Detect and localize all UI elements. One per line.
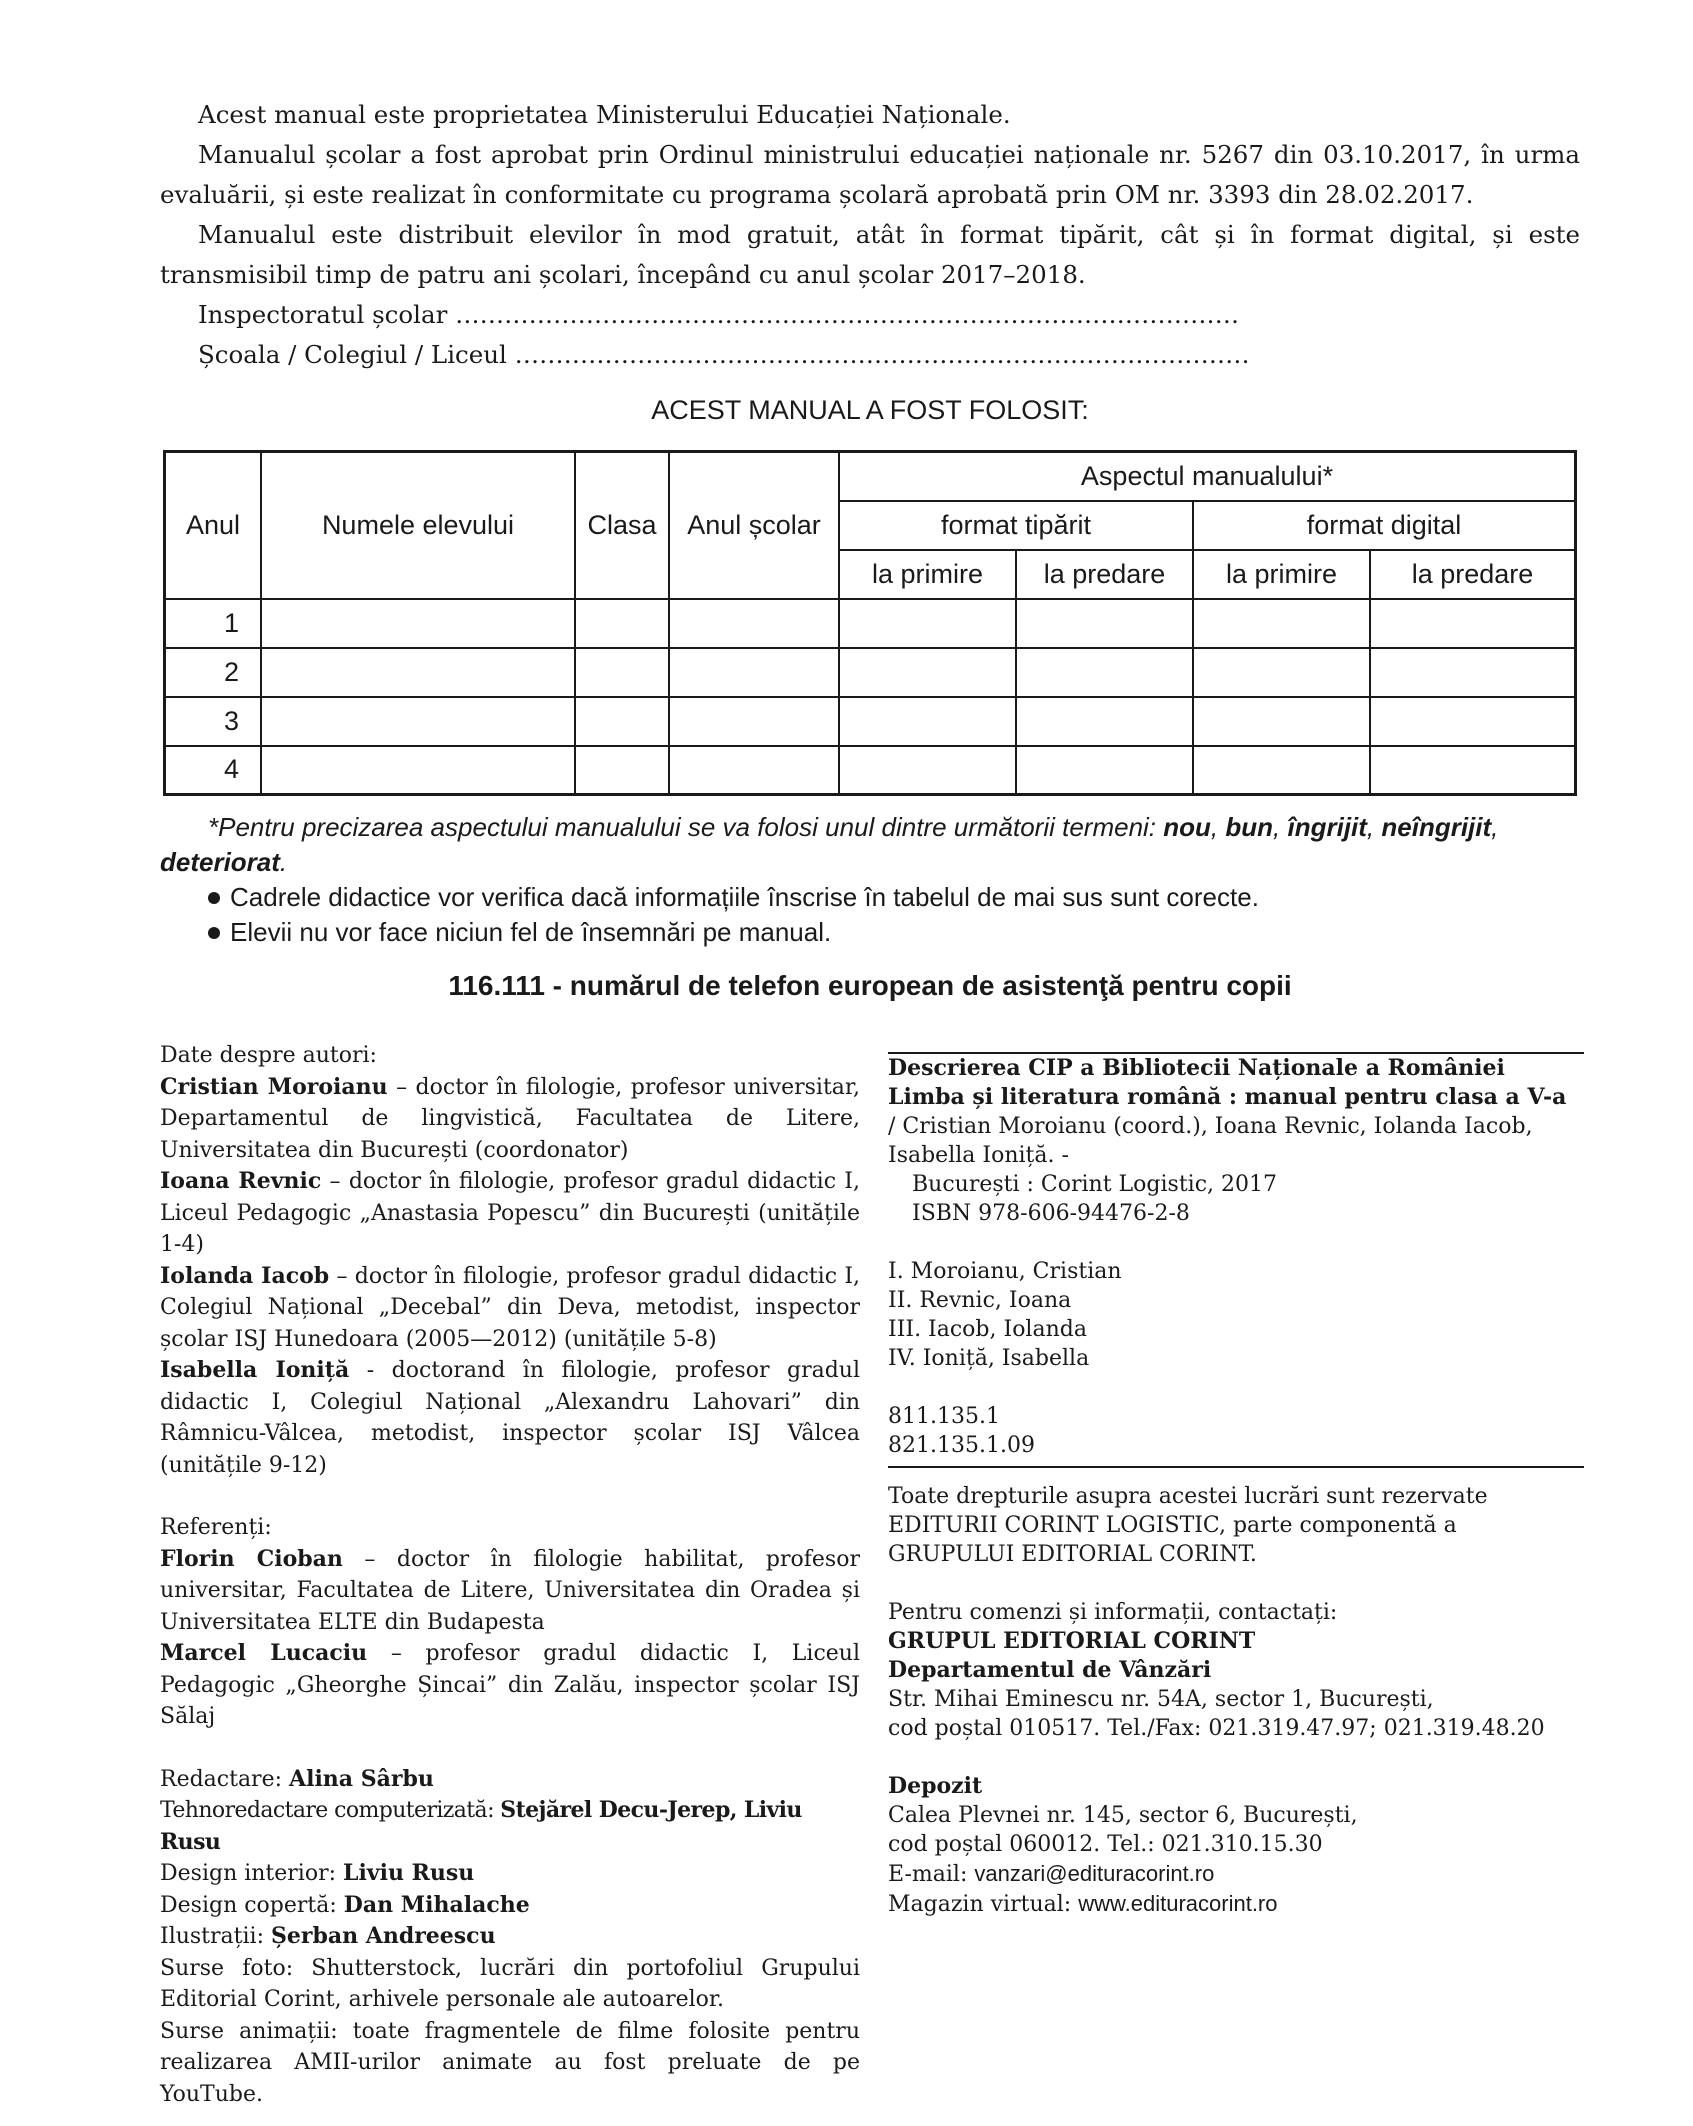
cell-empty xyxy=(1016,648,1193,697)
credits-column xyxy=(160,1040,860,2110)
aspect-footnote: *Pentru precizarea aspectului manualului se va folosi unul dintre următorii termeni: nou, bun, îngrijit, neîngrijit, deteriorat. xyxy=(160,812,1499,877)
spacer xyxy=(888,1228,1584,1257)
address-line: cod poștal 010517. Tel./Fax: 021.319.47.97; 021.319.48.20 xyxy=(888,1716,1545,1741)
footnote-text: *Pentru precizarea aspectului manualului se va folosi unul dintre următorii termeni: xyxy=(208,812,1164,842)
shop-link[interactable]: www.edituracorint.ro xyxy=(1078,1891,1278,1916)
cell-empty xyxy=(1193,599,1370,648)
scoala-fill: ……………………………………………………………………………… xyxy=(514,340,1250,369)
distribution-statement: Manualul este distribuit elevilor în mod gratuit, atât în format tipărit, cât și în format digital, și este transmisibil timp de patru ani școlari, începând cu anul școlar 2017–2018. xyxy=(160,220,1580,289)
usage-table-title: ACEST MANUAL A FOST FOLOSIT: xyxy=(651,395,1089,425)
notes-section xyxy=(160,810,1580,950)
publisher-group: GRUPUL EDITORIAL CORINT xyxy=(888,1628,1256,1654)
col-nume: Numele elevului xyxy=(261,452,575,599)
cell-empty xyxy=(261,599,575,648)
cell-empty xyxy=(261,697,575,746)
spacer xyxy=(888,1373,1584,1402)
cell-empty xyxy=(575,746,669,795)
cip-index-entry: IV. Ioniță, Isabella xyxy=(888,1346,1090,1371)
author-entry xyxy=(160,1261,860,1356)
row-year: 4 xyxy=(165,746,262,795)
col-tiparit-la-primire: la primire xyxy=(839,550,1016,599)
term-ingrijit: îngrijit xyxy=(1287,812,1367,842)
col-anul: Anul xyxy=(165,452,262,599)
author-description: – doctor în filologie, profesor gradul didactic I, Liceul Pedagogic „Anastasia Popescu” din București (unitățile 1-4) xyxy=(160,1169,860,1257)
referee-entry xyxy=(160,1638,860,1733)
bullet-item xyxy=(160,915,1580,950)
credit-name: Liviu Rusu xyxy=(343,1860,475,1886)
bullet-text: Elevii nu vor face niciun fel de însemnări pe manual. xyxy=(230,917,832,947)
spacer xyxy=(160,1481,860,1512)
referee-description: – doctor în filologie habilitat, profesor universitar, Facultatea de Litere, Universitatea din Oradea și Universitatea ELTE din Budapesta xyxy=(160,1546,860,1635)
author-name: Ioana Revnic xyxy=(160,1168,322,1194)
email-label: E-mail: xyxy=(888,1862,975,1887)
author-entry xyxy=(160,1072,860,1167)
inspectorat-fill: …………………………………………………………………………………… xyxy=(455,300,1240,329)
credit-label: Design copertă: xyxy=(160,1892,344,1918)
approval-statement: Manualul școlar a fost aprobat prin Ordinul ministrului educației naționale nr. 5267 din 03.10.2017, în urma evaluării, și este realizat în conformitate cu programa școlară aprobată prin OM nr. 3393 din 28.02.2017. xyxy=(160,140,1580,209)
author-name: Iolanda Iacob xyxy=(160,1262,330,1289)
publication-info-column xyxy=(888,1040,1584,1919)
cell-empty xyxy=(1370,746,1576,795)
term-bun: bun xyxy=(1225,812,1274,842)
cip-publisher: București : Corint Logistic, 2017 xyxy=(912,1172,1277,1197)
scoala-label: Școala / Colegiul / Liceul xyxy=(198,340,507,369)
depot-line: Calea Plevnei nr. 145, sector 6, București, xyxy=(888,1803,1358,1828)
cell-empty xyxy=(1193,648,1370,697)
col-digital-la-primire: la primire xyxy=(1193,550,1370,599)
credit-label: Design interior: xyxy=(160,1861,344,1886)
cell-empty xyxy=(575,599,669,648)
referees-heading: Referenți: xyxy=(160,1515,272,1540)
authors-heading: Date despre autori: xyxy=(160,1043,377,1068)
rights-statement: Toate drepturile asupra acestei lucrări sunt rezervate EDITURII CORINT LOGISTIC, parte componentă a GRUPULUI EDITORIAL CORINT. xyxy=(888,1484,1488,1567)
ownership-statement: Acest manual este proprietatea Ministerului Educației Naționale. xyxy=(198,100,1011,129)
col-aspect: Aspectul manualului* xyxy=(839,452,1576,501)
col-clasa: Clasa xyxy=(575,452,669,599)
credit-design-interior xyxy=(160,1858,860,1890)
cip-authors: / Cristian Moroianu (coord.), Ioana Revnic, Iolanda Iacob, Isabella Ioniță. - xyxy=(888,1114,1533,1168)
cell-empty xyxy=(261,746,575,795)
credit-label: Tehnoredactare computerizată: xyxy=(160,1798,501,1823)
cell-empty xyxy=(839,746,1016,795)
cell-empty xyxy=(1193,746,1370,795)
author-name: Isabella Ioniță xyxy=(160,1357,350,1383)
credit-name: Stejărel Decu-Jerep, Liviu Rusu xyxy=(160,1797,802,1855)
cell-empty xyxy=(1193,697,1370,746)
cell-empty xyxy=(1016,697,1193,746)
cell-empty xyxy=(839,697,1016,746)
bullet-item xyxy=(160,880,1580,915)
cip-book-title: Limba și literatura română : manual pentru clasa a V-a xyxy=(888,1084,1567,1110)
sales-department: Departamentul de Vânzări xyxy=(888,1657,1212,1683)
row-year: 2 xyxy=(165,648,262,697)
cip-title: Descrierea CIP a Bibliotecii Naționale a României xyxy=(888,1055,1505,1081)
table-row xyxy=(165,746,1576,795)
credit-name: Alina Sârbu xyxy=(289,1765,434,1792)
contact-intro: Pentru comenzi și informații, contactați: xyxy=(888,1600,1338,1625)
credit-label: Redactare: xyxy=(160,1766,290,1792)
cell-empty xyxy=(575,697,669,746)
referee-description: – profesor gradul didactic I, Liceul Pedagogic „Gheorghe Șincai” din Zalău, inspector școlar ISJ Sălaj xyxy=(160,1641,860,1729)
row-year: 1 xyxy=(165,599,262,648)
spacer xyxy=(888,1743,1584,1772)
cip-udc: 811.135.1 xyxy=(888,1404,1000,1429)
author-name: Cristian Moroianu xyxy=(160,1073,388,1100)
helpline-notice: 116.111 - numărul de telefon european de asistenţă pentru copii xyxy=(448,970,1292,1001)
depot-heading: Depozit xyxy=(888,1773,983,1799)
cip-isbn: ISBN 978-606-94476-2-8 xyxy=(912,1201,1190,1226)
cell-empty xyxy=(839,648,1016,697)
cell-empty xyxy=(261,648,575,697)
address-line: Str. Mihai Eminescu nr. 54A, sector 1, București, xyxy=(888,1687,1434,1712)
credit-redactare xyxy=(160,1764,860,1796)
spacer xyxy=(160,1733,860,1764)
bullet-icon xyxy=(208,927,220,939)
table-row xyxy=(165,599,1576,648)
cell-empty xyxy=(669,648,839,697)
credit-ilustratii xyxy=(160,1921,860,1953)
email-line xyxy=(888,1859,1584,1889)
spacer xyxy=(888,1569,1584,1598)
cell-empty xyxy=(669,697,839,746)
referee-name: Florin Cioban xyxy=(160,1545,343,1572)
cell-empty xyxy=(1016,746,1193,795)
credit-name: Șerban Andreescu xyxy=(270,1923,496,1949)
term-nou: nou xyxy=(1163,812,1211,842)
credit-label: Ilustrații: xyxy=(160,1924,271,1949)
cell-empty xyxy=(839,599,1016,648)
scoala-line xyxy=(160,335,1580,375)
term-neingrijit: neîngrijit xyxy=(1381,812,1492,842)
author-entry xyxy=(160,1355,860,1481)
depot-line: cod poștal 060012. Tel.: 021.310.15.30 xyxy=(888,1832,1323,1857)
credit-design-coperta xyxy=(160,1890,860,1922)
cell-empty xyxy=(1370,697,1576,746)
author-description: – doctor în filologie, profesor gradul didactic I, Colegiul Național „Decebal” din Deva, metodist, inspector școlar ISJ Hunedoara (2005—2012) (unitățile 5-8) xyxy=(160,1263,861,1352)
intro-section xyxy=(160,95,1580,375)
inspectorat-line xyxy=(160,295,1580,335)
credit-surse-foto: Surse foto: Shutterstock, lucrări din portofoliul Grupului Editorial Corint, arhivele personale ale autoarelor. xyxy=(160,1955,860,2012)
cell-empty xyxy=(669,746,839,795)
col-an-scolar: Anul școlar xyxy=(669,452,839,599)
referee-entry xyxy=(160,1544,860,1639)
col-digital-la-predare: la predare xyxy=(1370,550,1576,599)
cip-index-entry: III. Iacob, Iolanda xyxy=(888,1317,1087,1342)
row-year: 3 xyxy=(165,697,262,746)
referee-name: Marcel Lucaciu xyxy=(160,1640,368,1666)
cip-index-entry: I. Moroianu, Cristian xyxy=(888,1259,1122,1284)
term-deteriorat: deteriorat xyxy=(160,847,280,877)
cell-empty xyxy=(1016,599,1193,648)
table-row xyxy=(165,648,1576,697)
col-format-digital: format digital xyxy=(1193,501,1576,550)
bullet-text: Cadrele didactice vor verifica dacă informațiile înscrise în tabelul de mai sus sunt corecte. xyxy=(230,882,1259,912)
divider xyxy=(888,1466,1584,1468)
cell-empty xyxy=(1370,648,1576,697)
cell-empty xyxy=(1370,599,1576,648)
usage-table xyxy=(163,450,1577,796)
credit-surse-animatii: Surse animații: toate fragmentele de filme folosite pentru realizarea AMII-urilor animate au fost preluate de pe YouTube. xyxy=(160,2018,860,2107)
bullet-icon xyxy=(208,892,220,904)
author-entry xyxy=(160,1166,860,1261)
inspectorat-label: Inspectoratul școlar xyxy=(198,300,448,329)
cell-empty xyxy=(669,599,839,648)
col-format-tiparit: format tipărit xyxy=(839,501,1193,550)
author-description: – doctor în filologie, profesor universitar, Departamentul de lingvistică, Facultatea de Litere, Universitatea din București (coordonator) xyxy=(160,1074,860,1163)
credit-tehnoredactare xyxy=(160,1795,860,1858)
email-link[interactable]: vanzari@edituracorint.ro xyxy=(974,1861,1215,1886)
cell-empty xyxy=(575,648,669,697)
shop-line xyxy=(888,1889,1584,1919)
col-tiparit-la-predare: la predare xyxy=(1016,550,1193,599)
shop-label: Magazin virtual: xyxy=(888,1892,1079,1917)
cip-index-entry: II. Revnic, Ioana xyxy=(888,1288,1072,1313)
table-row xyxy=(165,697,1576,746)
cip-udc: 821.135.1.09 xyxy=(888,1433,1035,1458)
author-description: - doctorand în filologie, profesor gradul didactic I, Colegiul Național „Alexandru Lahovari” din Râmnicu-Vâlcea, metodist, inspector școlar ISJ Vâlcea (unitățile 9-12) xyxy=(160,1358,860,1478)
credit-name: Dan Mihalache xyxy=(343,1891,530,1918)
